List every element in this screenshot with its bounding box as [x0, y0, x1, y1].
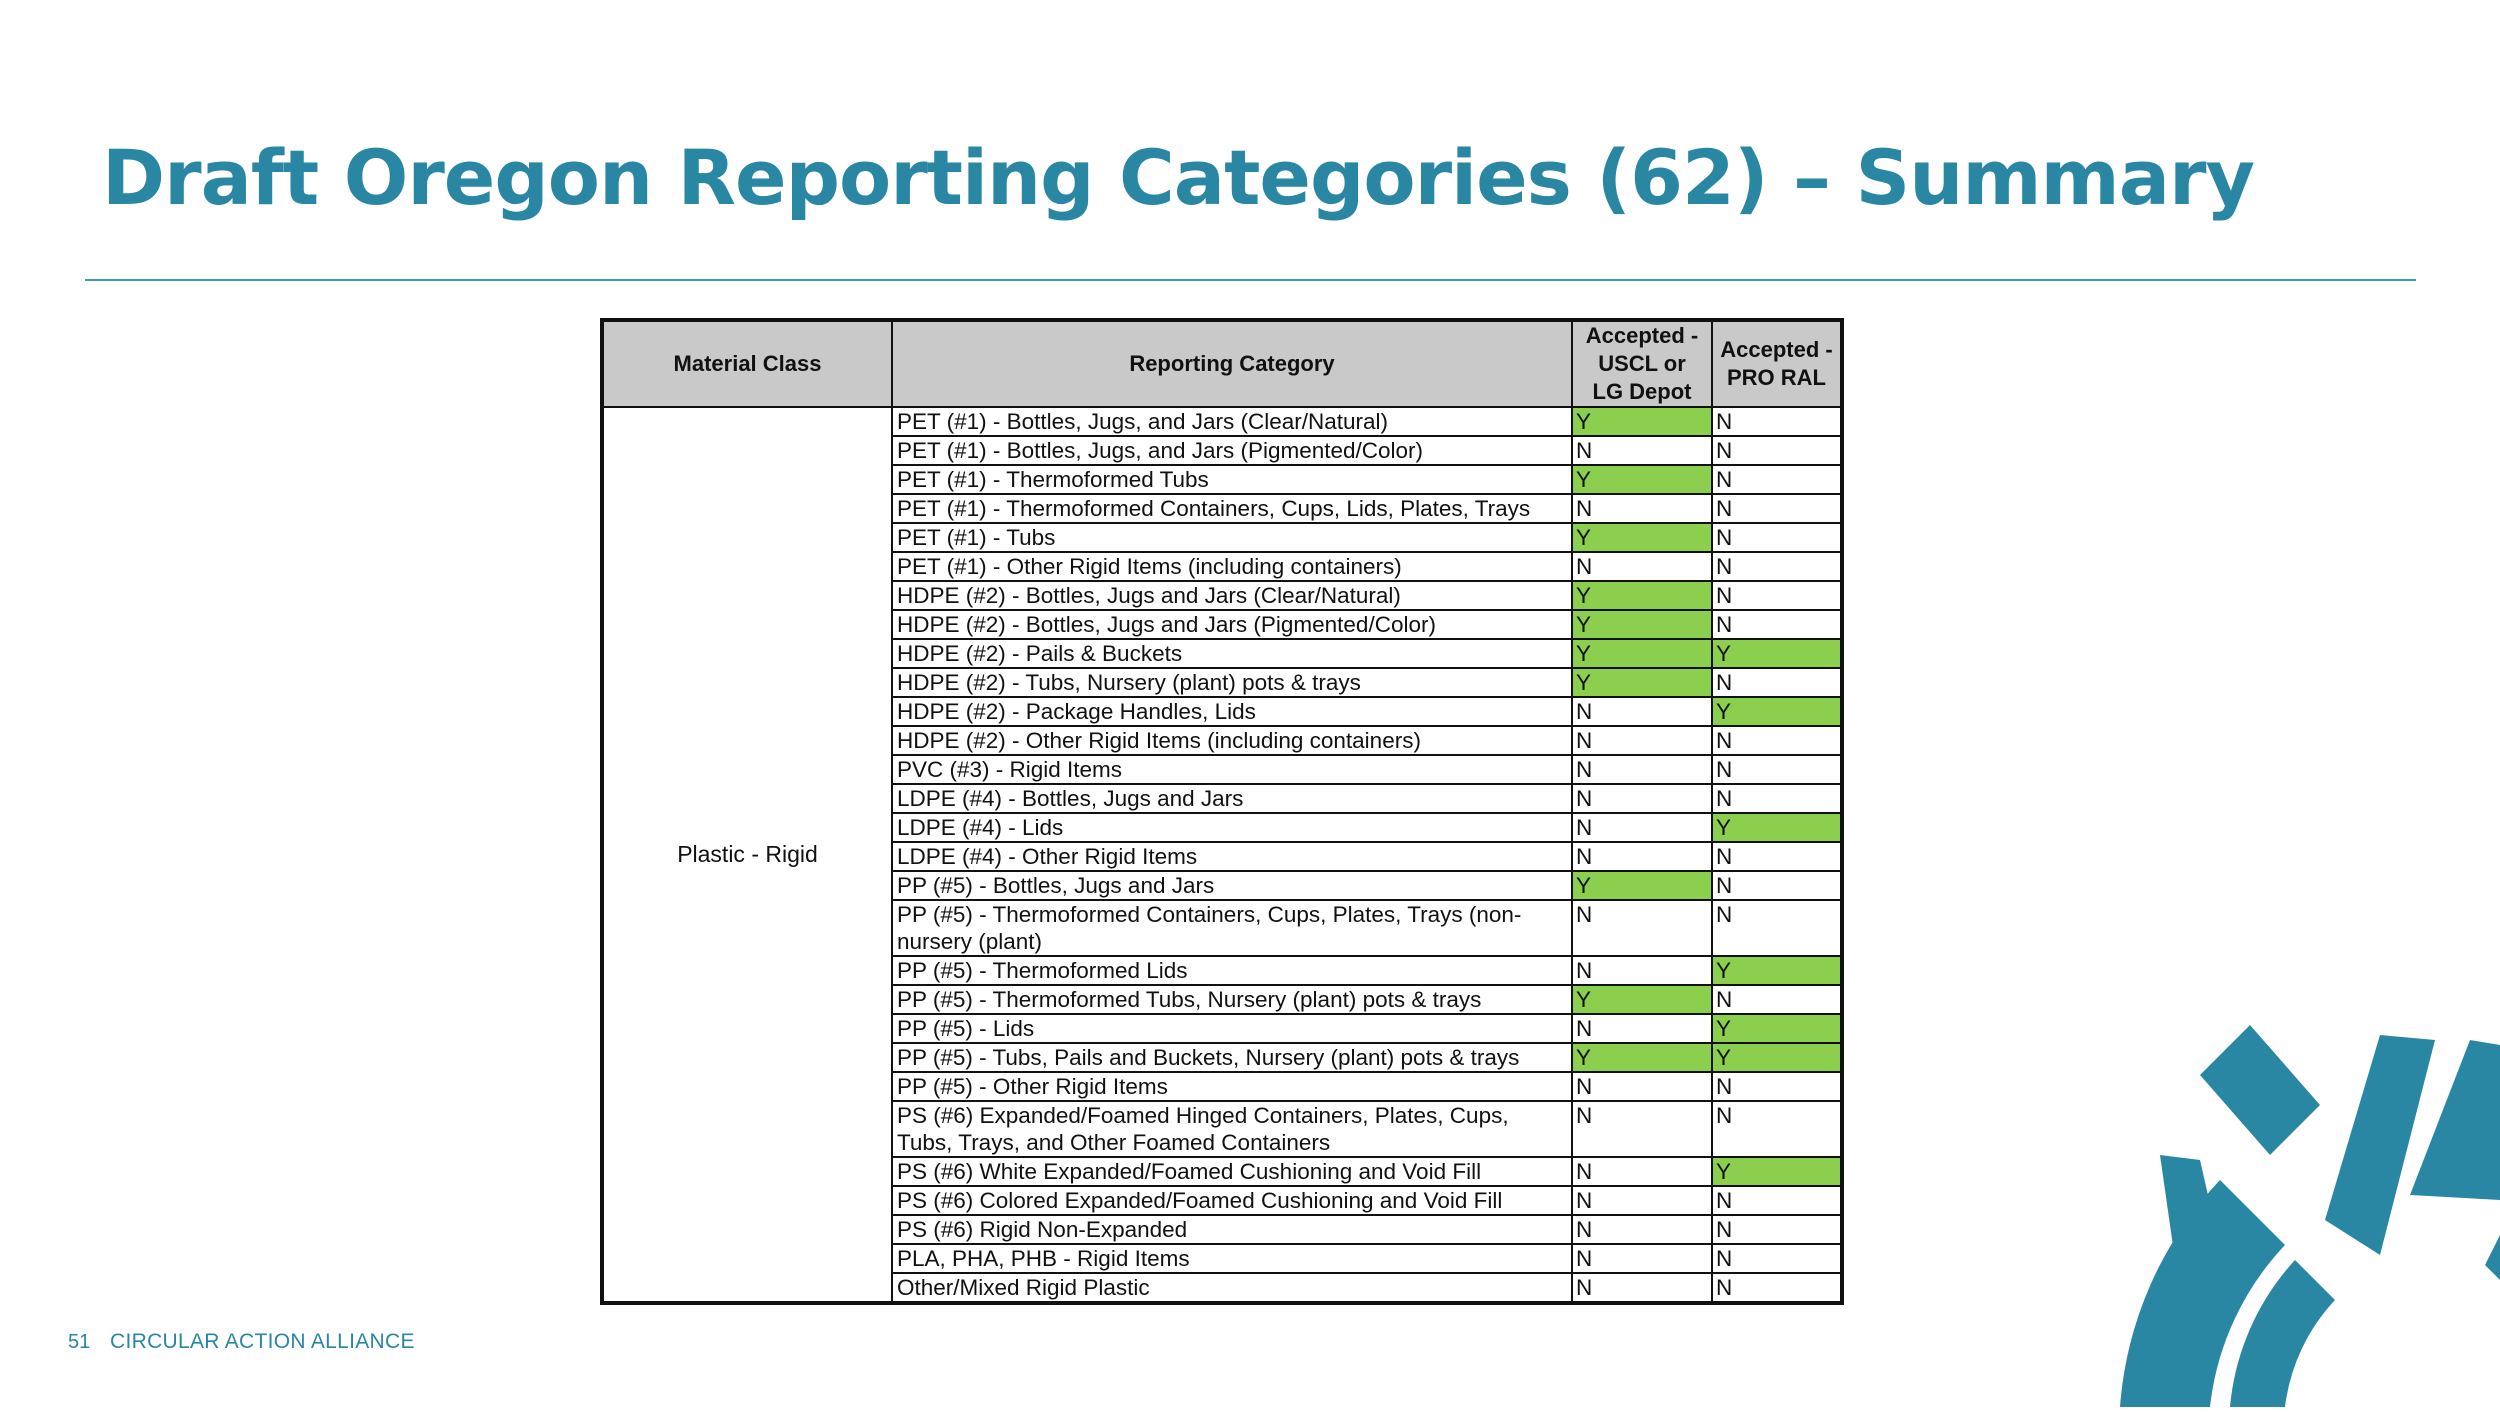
- accepted-pro-cell: N: [1712, 552, 1842, 581]
- accepted-pro-cell: Y: [1712, 813, 1842, 842]
- reporting-category-cell: PLA, PHA, PHB - Rigid Items: [892, 1244, 1572, 1273]
- accepted-pro-cell: N: [1712, 494, 1842, 523]
- accepted-uscl-cell: N: [1572, 726, 1712, 755]
- accepted-uscl-cell: Y: [1572, 639, 1712, 668]
- accepted-uscl-cell: Y: [1572, 668, 1712, 697]
- reporting-category-cell: PET (#1) - Bottles, Jugs, and Jars (Clear/Natural): [892, 407, 1572, 436]
- accepted-pro-cell: N: [1712, 581, 1842, 610]
- accepted-uscl-cell: N: [1572, 1215, 1712, 1244]
- accepted-uscl-cell: N: [1572, 1273, 1712, 1303]
- logo-spoke-1: [2200, 1025, 2320, 1155]
- reporting-category-cell: HDPE (#2) - Tubs, Nursery (plant) pots & trays: [892, 668, 1572, 697]
- accepted-pro-cell: N: [1712, 1186, 1842, 1215]
- header-material-class: Material Class: [602, 320, 892, 407]
- accepted-uscl-cell: N: [1572, 1072, 1712, 1101]
- accepted-uscl-cell: Y: [1572, 581, 1712, 610]
- accepted-pro-cell: N: [1712, 755, 1842, 784]
- header-reporting-category: Reporting Category: [892, 320, 1572, 407]
- circular-action-alliance-logo: [2080, 1020, 2500, 1412]
- header-accepted-uscl-line2: USCL or: [1598, 351, 1686, 376]
- reporting-category-cell: HDPE (#2) - Bottles, Jugs and Jars (Pigmented/Color): [892, 610, 1572, 639]
- accepted-uscl-cell: N: [1572, 1157, 1712, 1186]
- accepted-uscl-cell: N: [1572, 1186, 1712, 1215]
- reporting-category-cell: PS (#6) Rigid Non-Expanded: [892, 1215, 1572, 1244]
- accepted-pro-cell: N: [1712, 1215, 1842, 1244]
- table-row: [602, 407, 1842, 436]
- accepted-uscl-cell: Y: [1572, 465, 1712, 494]
- page-number: 51: [68, 1331, 91, 1353]
- header-accepted-pro-line1: Accepted -: [1720, 337, 1833, 362]
- accepted-uscl-cell: N: [1572, 697, 1712, 726]
- reporting-category-cell: Other/Mixed Rigid Plastic: [892, 1273, 1572, 1303]
- accepted-pro-cell: Y: [1712, 1014, 1842, 1043]
- accepted-pro-cell: N: [1712, 668, 1842, 697]
- logo-spoke-2: [2325, 1035, 2435, 1255]
- reporting-category-cell: PS (#6) White Expanded/Foamed Cushioning and Void Fill: [892, 1157, 1572, 1186]
- accepted-uscl-cell: N: [1572, 900, 1712, 956]
- accepted-pro-cell: N: [1712, 784, 1842, 813]
- reporting-category-cell: PVC (#3) - Rigid Items: [892, 755, 1572, 784]
- accepted-uscl-cell: N: [1572, 494, 1712, 523]
- accepted-pro-cell: Y: [1712, 1043, 1842, 1072]
- accepted-uscl-cell: N: [1572, 842, 1712, 871]
- accepted-pro-cell: N: [1712, 407, 1842, 436]
- accepted-uscl-cell: N: [1572, 436, 1712, 465]
- accepted-pro-cell: N: [1712, 1072, 1842, 1101]
- material-class-cell: Plastic - Rigid: [602, 407, 892, 1303]
- accepted-uscl-cell: N: [1572, 956, 1712, 985]
- reporting-category-cell: PET (#1) - Thermoformed Tubs: [892, 465, 1572, 494]
- reporting-category-cell: PP (#5) - Thermoformed Containers, Cups, Plates, Trays (non-nursery (plant): [892, 900, 1572, 956]
- accepted-uscl-cell: Y: [1572, 1043, 1712, 1072]
- reporting-category-cell: PP (#5) - Bottles, Jugs and Jars: [892, 871, 1572, 900]
- reporting-category-cell: LDPE (#4) - Bottles, Jugs and Jars: [892, 784, 1572, 813]
- accepted-uscl-cell: N: [1572, 1244, 1712, 1273]
- reporting-category-cell: PS (#6) Colored Expanded/Foamed Cushioning and Void Fill: [892, 1186, 1572, 1215]
- accepted-pro-cell: N: [1712, 842, 1842, 871]
- reporting-category-cell: PET (#1) - Thermoformed Containers, Cups, Lids, Plates, Trays: [892, 494, 1572, 523]
- header-accepted-pro-line2: PRO RAL: [1727, 365, 1826, 390]
- footer-brand: CIRCULAR ACTION ALLIANCE: [110, 1330, 415, 1353]
- reporting-category-cell: PP (#5) - Other Rigid Items: [892, 1072, 1572, 1101]
- accepted-pro-cell: N: [1712, 1244, 1842, 1273]
- accepted-uscl-cell: N: [1572, 1101, 1712, 1157]
- reporting-category-cell: LDPE (#4) - Other Rigid Items: [892, 842, 1572, 871]
- reporting-category-cell: PP (#5) - Lids: [892, 1014, 1572, 1043]
- accepted-pro-cell: N: [1712, 465, 1842, 494]
- reporting-category-cell: PS (#6) Expanded/Foamed Hinged Containers, Plates, Cups, Tubs, Trays, and Other Foamed Containers: [892, 1101, 1572, 1157]
- reporting-categories-table-wrapper: [600, 318, 1844, 1305]
- table-body: [602, 407, 1842, 1303]
- reporting-category-cell: PP (#5) - Thermoformed Tubs, Nursery (plant) pots & trays: [892, 985, 1572, 1014]
- reporting-category-cell: HDPE (#2) - Other Rigid Items (including containers): [892, 726, 1572, 755]
- accepted-uscl-cell: Y: [1572, 985, 1712, 1014]
- accepted-pro-cell: N: [1712, 1101, 1842, 1157]
- accepted-pro-cell: N: [1712, 726, 1842, 755]
- accepted-uscl-cell: Y: [1572, 407, 1712, 436]
- accepted-uscl-cell: N: [1572, 552, 1712, 581]
- header-accepted-uscl: [1572, 320, 1712, 407]
- accepted-uscl-cell: Y: [1572, 523, 1712, 552]
- reporting-category-cell: PP (#5) - Tubs, Pails and Buckets, Nursery (plant) pots & trays: [892, 1043, 1572, 1072]
- reporting-category-cell: HDPE (#2) - Pails & Buckets: [892, 639, 1572, 668]
- accepted-uscl-cell: N: [1572, 755, 1712, 784]
- reporting-category-cell: HDPE (#2) - Bottles, Jugs and Jars (Clear/Natural): [892, 581, 1572, 610]
- accepted-uscl-cell: Y: [1572, 871, 1712, 900]
- accepted-uscl-cell: N: [1572, 813, 1712, 842]
- header-accepted-pro: [1712, 320, 1842, 407]
- reporting-category-cell: PET (#1) - Tubs: [892, 523, 1572, 552]
- header-accepted-uscl-line1: Accepted -: [1585, 323, 1699, 348]
- reporting-category-cell: PET (#1) - Bottles, Jugs, and Jars (Pigmented/Color): [892, 436, 1572, 465]
- accepted-pro-cell: N: [1712, 610, 1842, 639]
- title-divider: [85, 279, 2416, 281]
- accepted-pro-cell: Y: [1712, 956, 1842, 985]
- accepted-pro-cell: Y: [1712, 1157, 1842, 1186]
- accepted-uscl-cell: N: [1572, 784, 1712, 813]
- reporting-category-cell: HDPE (#2) - Package Handles, Lids: [892, 697, 1572, 726]
- accepted-pro-cell: N: [1712, 1273, 1842, 1303]
- logo-spoke-4: [2485, 1235, 2500, 1280]
- slide-title: Draft Oregon Reporting Categories (62) – Summary: [102, 133, 2255, 222]
- accepted-pro-cell: Y: [1712, 697, 1842, 726]
- accepted-pro-cell: N: [1712, 523, 1842, 552]
- accepted-pro-cell: N: [1712, 900, 1842, 956]
- reporting-categories-table: [600, 318, 1844, 1305]
- accepted-uscl-cell: N: [1572, 1014, 1712, 1043]
- header-accepted-uscl-line3: LG Depot: [1592, 379, 1692, 404]
- accepted-pro-cell: N: [1712, 871, 1842, 900]
- accepted-pro-cell: Y: [1712, 639, 1842, 668]
- reporting-category-cell: PP (#5) - Thermoformed Lids: [892, 956, 1572, 985]
- accepted-pro-cell: N: [1712, 436, 1842, 465]
- accepted-pro-cell: N: [1712, 985, 1842, 1014]
- accepted-uscl-cell: Y: [1572, 610, 1712, 639]
- reporting-category-cell: PET (#1) - Other Rigid Items (including containers): [892, 552, 1572, 581]
- table-header-row: [602, 320, 1842, 407]
- reporting-category-cell: LDPE (#4) - Lids: [892, 813, 1572, 842]
